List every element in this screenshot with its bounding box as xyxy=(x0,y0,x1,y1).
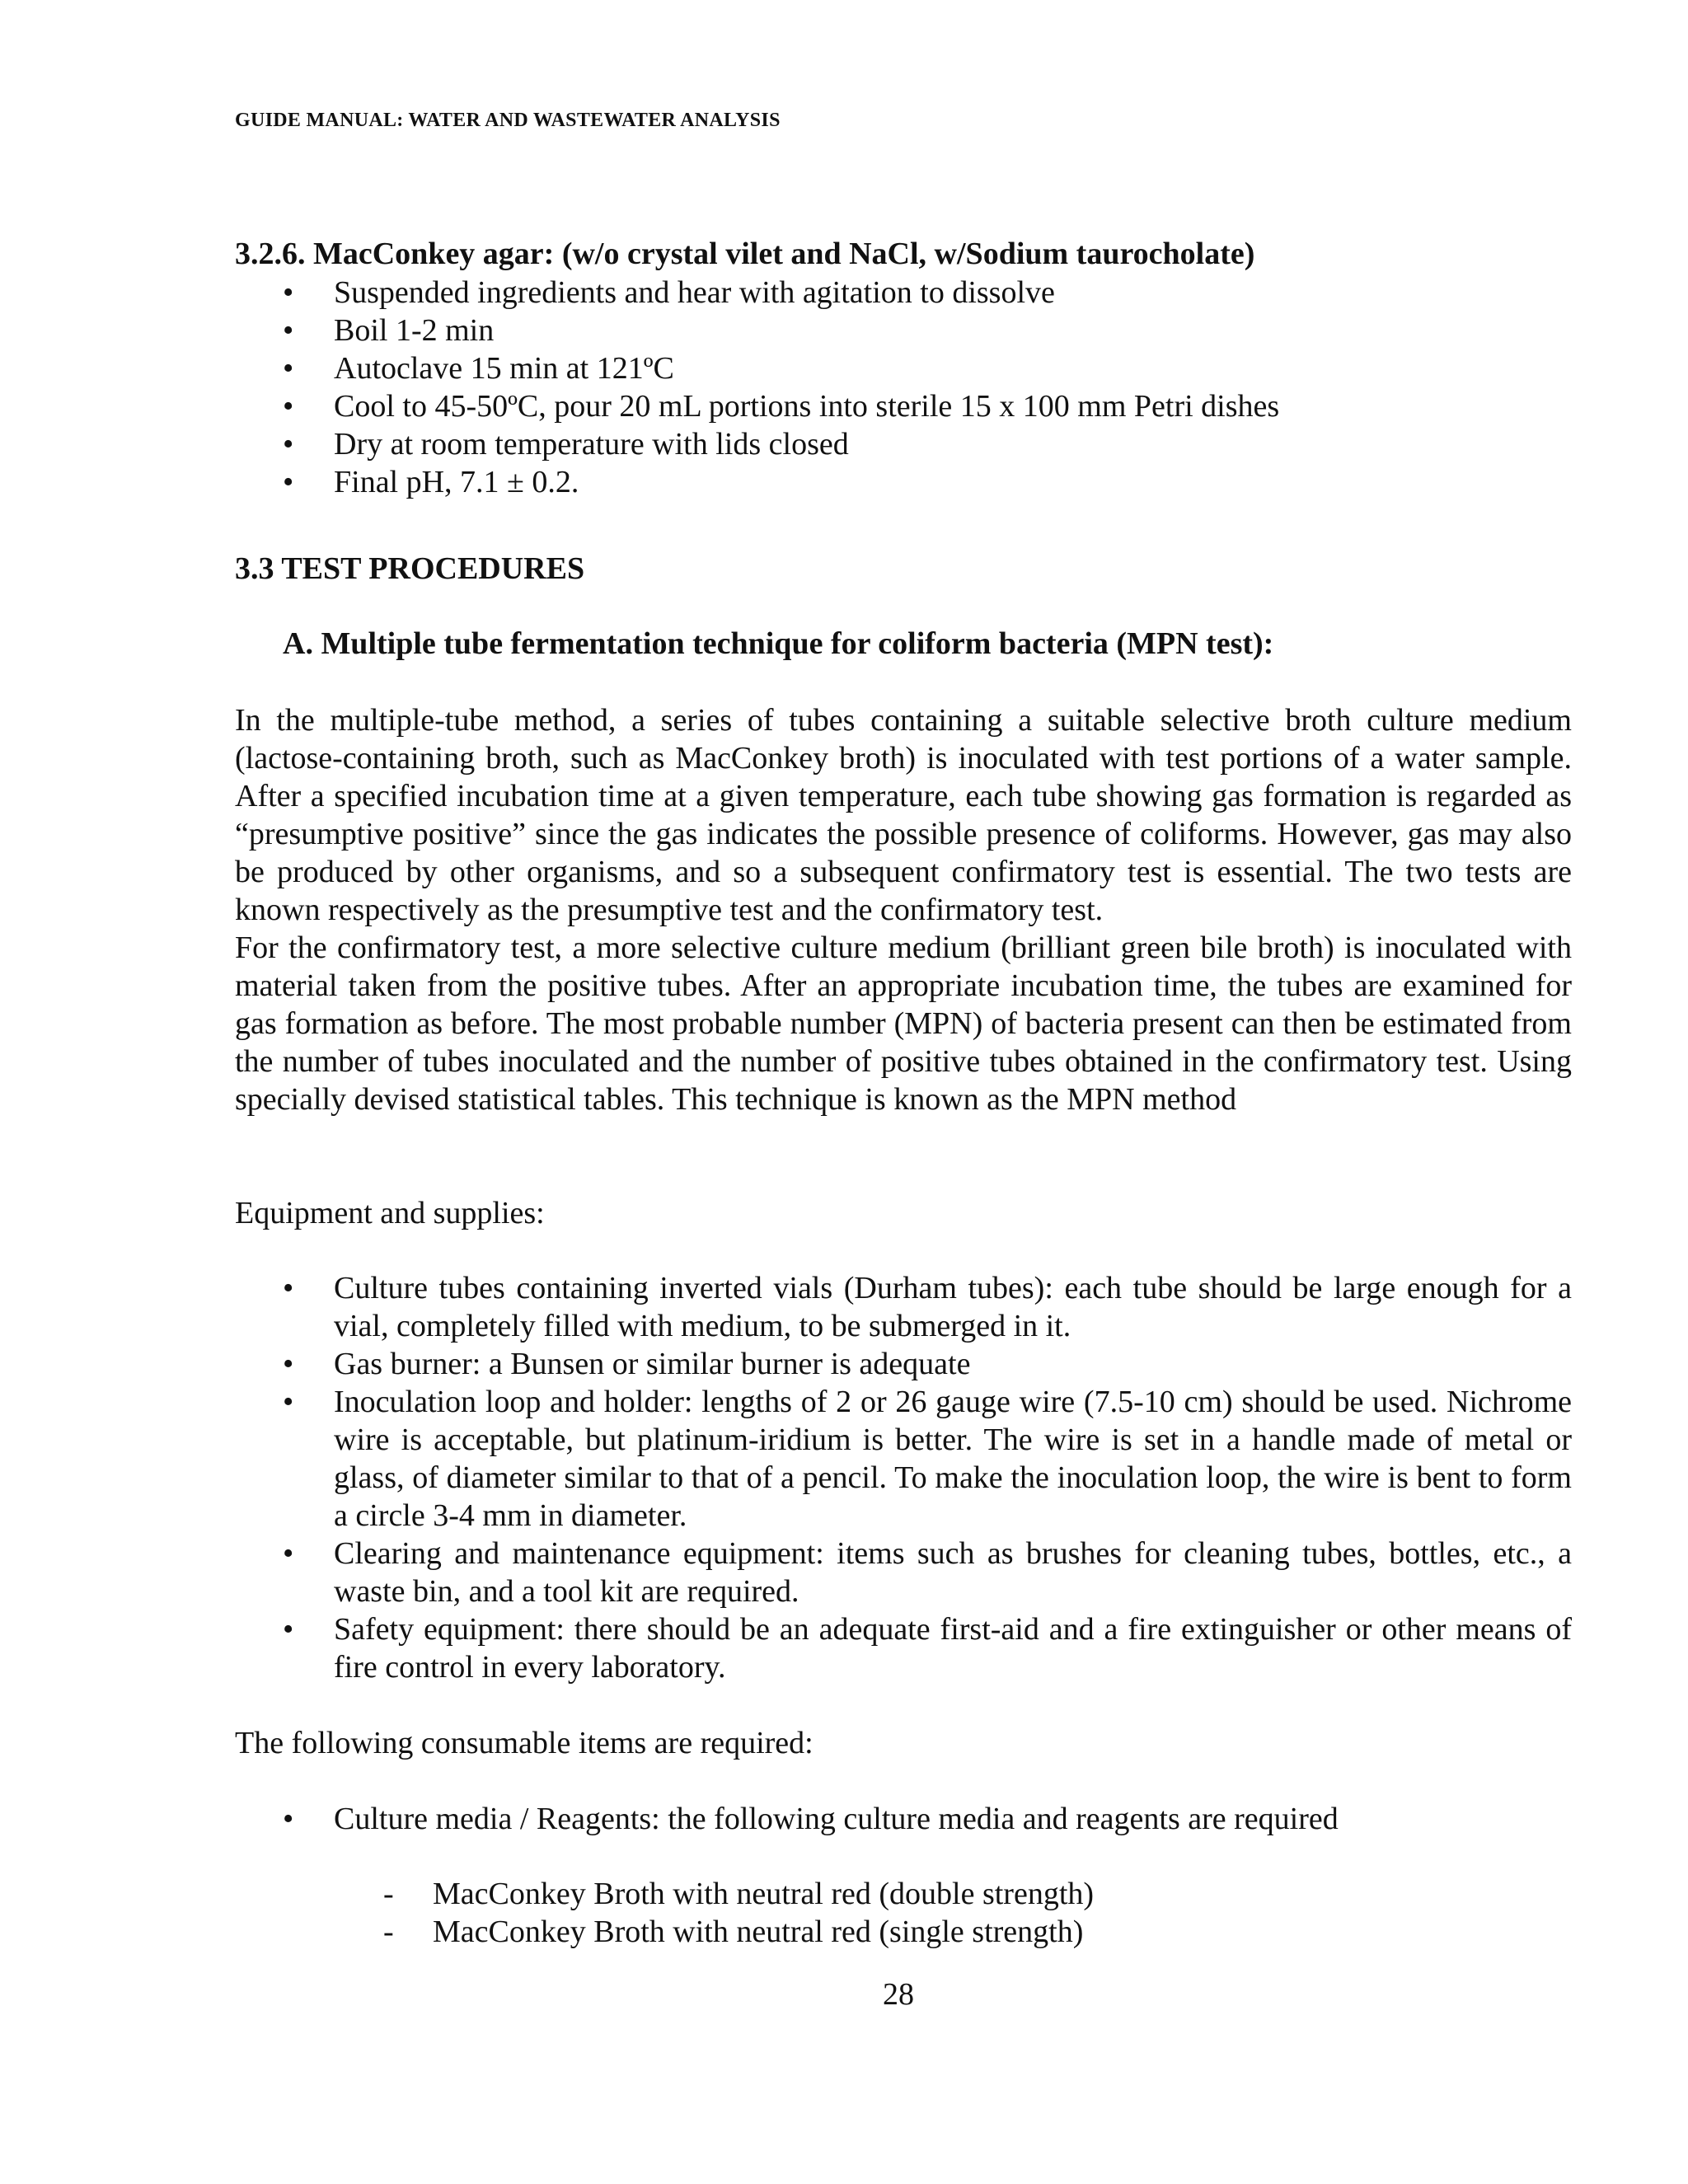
bullet-icon: • xyxy=(283,1612,294,1647)
paragraph-confirmatory-test: For the confirmatory test, a more selective culture medium (brilliant green bile broth) is inoculated with material taken from the positive tubes. After an appropriate incubation time, the tubes are examined for gas formation as before. The most probable number (MPN) of bacteria present can then be estimated from the number of tubes inoculated and the number of positive tubes obtained in the confirmatory test. Using specially devised statistical tables. This technique is known as the MPN method xyxy=(235,930,1572,1117)
list-item: • Clearing and maintenance equipment: items such as brushes for cleaning tubes, bottles, etc., a waste bin, and a tool kit are required. xyxy=(283,1536,1572,1609)
page-number: 28 xyxy=(883,1977,914,2012)
consumables-label: The following consumable items are required: xyxy=(235,1726,814,1760)
list-item: • Autoclave 15 min at 121ºC xyxy=(283,351,674,386)
culture-media-list xyxy=(235,1875,1572,1951)
bullet-icon: • xyxy=(283,465,294,499)
equipment-list xyxy=(235,1269,1572,1686)
bullet-icon: • xyxy=(283,1385,294,1419)
equipment-label: Equipment and supplies: xyxy=(235,1196,545,1230)
running-header: GUIDE MANUAL: WATER AND WASTEWATER ANALYSIS xyxy=(235,110,781,131)
list-item: • Inoculation loop and holder: lengths of 2 or 26 gauge wire (7.5-10 cm) should be used. Nichrome wire is acceptable, but platinum-iridium is better. The wire is set in a handle made of metal or glass, of diameter similar to that of a pencil. To make the inoculation loop, the wire is bent to form a circle 3-4 mm in diameter. xyxy=(283,1385,1572,1533)
bullet-icon: • xyxy=(283,1271,294,1305)
consumables-list xyxy=(235,1800,1572,1838)
bullet-icon: • xyxy=(283,351,294,386)
section-heading-3-2-6: 3.2.6. MacConkey agar: (w/o crystal vilet and NaCl, w/Sodium taurocholate) xyxy=(235,237,1255,271)
subsection-heading-a: A. Multiple tube fermentation technique for coliform bacteria (MPN test): xyxy=(283,626,1274,661)
list-item: • Final pH, 7.1 ± 0.2. xyxy=(283,465,579,499)
list-item: • Safety equipment: there should be an adequate first-aid and a fire extinguisher or other means of fire control in every laboratory. xyxy=(283,1612,1572,1685)
bullet-icon: • xyxy=(283,427,294,462)
bullet-icon: • xyxy=(283,313,294,348)
list-item: - MacConkey Broth with neutral red (single strength) xyxy=(383,1915,1084,1949)
list-item: • Cool to 45-50ºC, pour 20 mL portions into sterile 15 x 100 mm Petri dishes xyxy=(283,389,1280,424)
bullet-icon: • xyxy=(283,389,294,424)
bullet-icon: • xyxy=(283,1802,294,1836)
paragraph-presumptive-test: In the multiple-tube method, a series of tubes containing a suitable selective broth culture medium (lactose-containing broth, such as MacConkey broth) is inoculated with test portions of a water sample. After a specified incubation time at a given temperature, each tube showing gas formation is regarded as “presumptive positive” since the gas indicates the possible presence of coliforms. However, gas may also be produced by other organisms, and so a subsequent confirmatory test is essential. The two tests are known respectively as the presumptive test and the confirmatory test. xyxy=(235,703,1572,927)
list-item: - MacConkey Broth with neutral red (double strength) xyxy=(383,1877,1095,1911)
section-heading-3-3: 3.3 TEST PROCEDURES xyxy=(235,551,585,586)
bullet-icon: • xyxy=(283,1536,294,1571)
list-item: • Boil 1-2 min xyxy=(283,313,495,348)
dash-icon: - xyxy=(383,1877,394,1911)
list-item: • Culture tubes containing inverted vials (Durham tubes): each tube should be large enough for a vial, completely filled with medium, to be submerged in it. xyxy=(283,1271,1572,1343)
dash-icon: - xyxy=(383,1915,394,1949)
macconkey-agar-steps xyxy=(235,274,1572,501)
list-item: • Culture media / Reagents: the following culture media and reagents are required xyxy=(283,1802,1339,1836)
bullet-icon: • xyxy=(283,275,294,310)
list-item: • Dry at room temperature with lids closed xyxy=(283,427,849,462)
list-item: • Suspended ingredients and hear with agitation to dissolve xyxy=(283,275,1055,310)
list-item: • Gas burner: a Bunsen or similar burner is adequate xyxy=(283,1347,971,1381)
bullet-icon: • xyxy=(283,1347,294,1381)
